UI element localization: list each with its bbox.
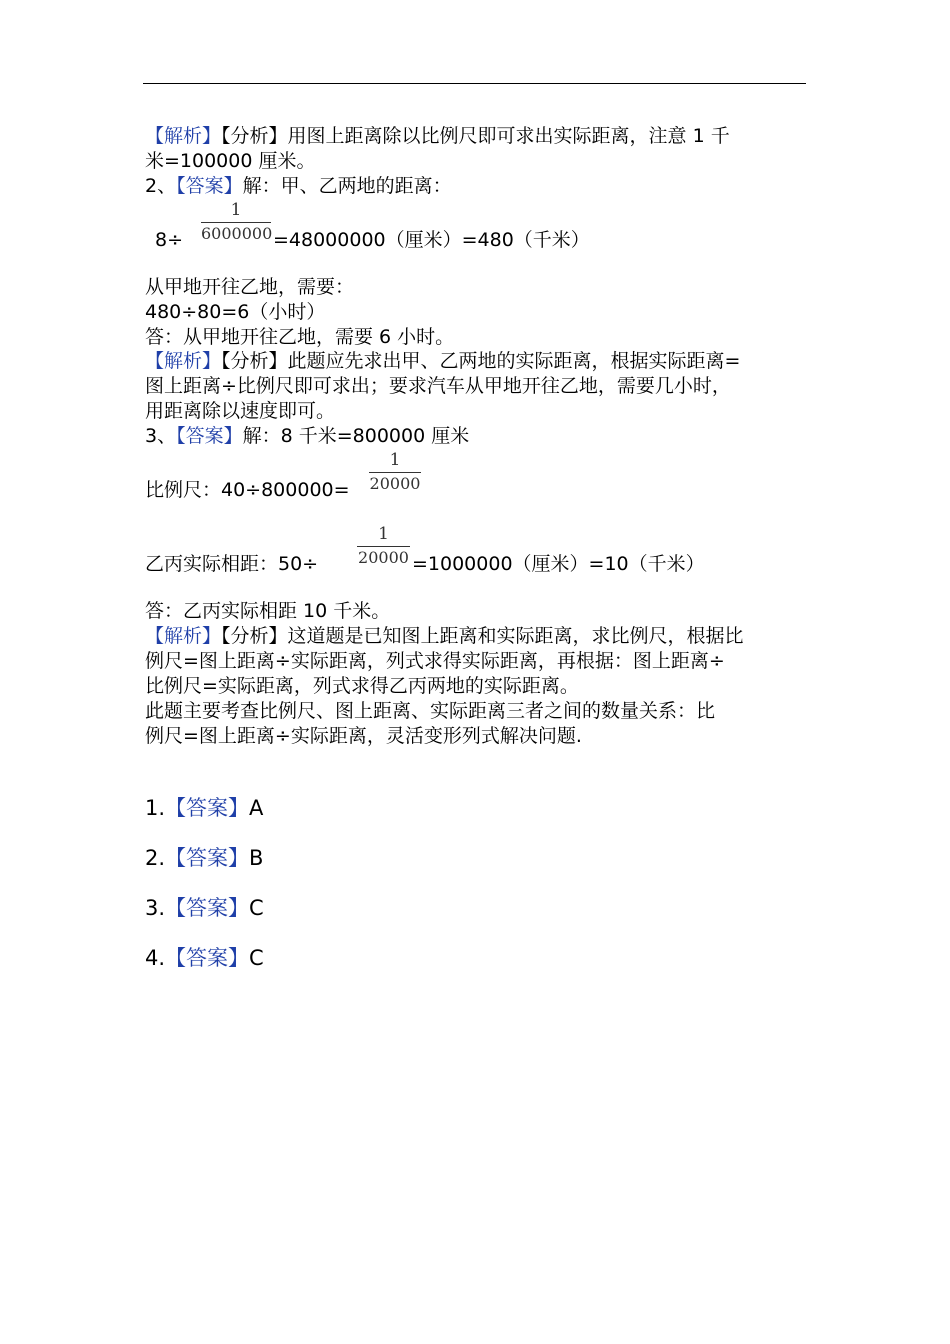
s2-analysis-3: 用距离除以速度即可。: [145, 400, 336, 422]
answer-number: 3.: [145, 896, 166, 920]
answer-item: [145, 894, 264, 922]
s2-frac-den: 6000000: [201, 224, 273, 243]
s3-scale-den: 20000: [369, 474, 421, 493]
jiexi-tag: 【解析】: [145, 625, 222, 647]
answer-number: 1.: [145, 796, 166, 820]
answer-number: 2.: [145, 846, 166, 870]
answer-tag: 【答案】: [165, 946, 250, 970]
answer-tag: 【答案】: [176, 425, 243, 447]
fenxi-tag: 【分析】: [221, 350, 288, 372]
s3-answer: 答：乙丙实际相距 10 千米。: [145, 600, 391, 622]
fenxi-tag: 【分析】: [221, 625, 288, 647]
s3-number: 3、: [145, 425, 177, 447]
answer-value: C: [249, 896, 264, 920]
s3-analysis-text-1: 这道题是已知图上距离和实际距离，求比例尺，根据比: [287, 625, 744, 647]
jiexi-tag: 【解析】: [145, 125, 222, 147]
s3-analysis-2: 例尺=图上距离÷实际距离，列式求得实际距离，再根据：图上距离÷: [145, 650, 725, 672]
s3-bc-num: 1: [378, 524, 389, 544]
s3-analysis-5: 例尺=图上距离÷实际距离，灵活变形列式解决问题.: [145, 725, 582, 747]
s2-fraction: [201, 200, 271, 243]
s2-analysis-text-1: 此题应先求出甲、乙两地的实际距离，根据实际距离=: [287, 350, 741, 372]
answer-value: A: [249, 796, 264, 820]
s1-line-2: [145, 149, 316, 174]
s3-analysis-1: [145, 624, 744, 649]
s3-scale-num: 1: [389, 450, 401, 470]
answer-tag: 【答案】: [165, 896, 250, 920]
answer-tag: 【答案】: [165, 846, 250, 870]
s3-header: [145, 424, 469, 449]
s3-bc-den: 20000: [358, 548, 409, 567]
s2-header: [145, 174, 452, 199]
s3-bc-pre: 乙丙实际相距：50÷: [145, 553, 319, 575]
fraction-bar: [369, 472, 421, 473]
s3-analysis-3: 比例尺=实际距离，列式求得乙丙两地的实际距离。: [145, 675, 579, 697]
header-rule: [143, 83, 806, 84]
s2-intro: 解：甲、乙两地的距离：: [242, 175, 452, 197]
s3-bc-post: =1000000（厘米）=10（千米）: [412, 553, 705, 575]
s2-eq-pre: 8÷: [155, 229, 184, 251]
answer-tag: 【答案】: [176, 175, 243, 197]
s3-intro: 解：8 千米=800000 厘米: [242, 425, 470, 447]
s3-bc-fraction: [357, 524, 410, 567]
fraction-bar: [357, 546, 410, 547]
answer-item: [145, 844, 263, 872]
s2-frac-num: 1: [230, 200, 242, 220]
answer-value: B: [249, 846, 264, 870]
s3-analysis-4: 此题主要考查比例尺、图上距离、实际距离三者之间的数量关系：比: [145, 700, 716, 722]
s2-eq-post: =48000000（厘米）=480（千米）: [273, 229, 590, 251]
answer-item: [145, 944, 264, 972]
fenxi-tag: 【分析】: [221, 125, 288, 147]
jiexi-tag: 【解析】: [145, 350, 222, 372]
s1-line-1: [145, 124, 730, 149]
fraction-bar: [201, 222, 271, 223]
s2-need: 从甲地开往乙地，需要：: [145, 276, 355, 298]
s2-analysis-2: 图上距离÷比例尺即可求出；要求汽车从甲地开往乙地，需要几小时，: [145, 375, 731, 397]
s3-scale-fraction: [369, 450, 421, 493]
answer-number: 4.: [145, 946, 166, 970]
s2-number: 2、: [145, 175, 177, 197]
s2-analysis-1: [145, 349, 740, 374]
s3-scale-pre: 比例尺：40÷800000=: [145, 479, 350, 501]
answer-value: C: [249, 946, 264, 970]
s2-answer: 答：从甲地开往乙地，需要 6 小时。: [145, 326, 455, 348]
answer-item: [145, 794, 263, 822]
s1-text-1: 用图上距离除以比例尺即可求出实际距离，注意 1 千: [287, 125, 730, 147]
answer-tag: 【答案】: [165, 796, 250, 820]
s1-text-2: 米=100000 厘米。: [145, 150, 316, 172]
s2-calc: 480÷80=6（小时）: [145, 301, 326, 323]
